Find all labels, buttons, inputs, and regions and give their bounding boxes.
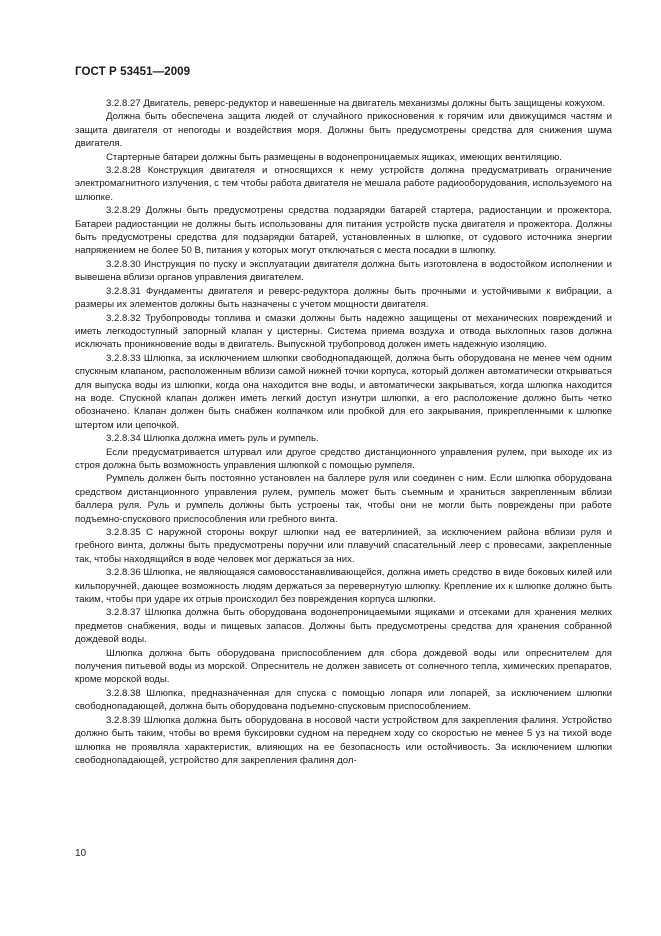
paragraph: 3.2.8.34 Шлюпка должна иметь руль и румпель. — [106, 433, 319, 445]
paragraph: 3.2.8.27 Двигатель, реверс-редуктор и навешенные на двигатель механизмы должны быть защищены кожухом. — [106, 98, 605, 109]
paragraph: 3.2.8.28 Конструкция двигателя и относящихся к нему устройств должна предусматривать ограничение электромагнитного излучения, с тем чтобы работа двигателя не мешала работе радиооборудования, используемого на шлюпке. — [75, 165, 612, 203]
document-header: ГОСТ Р 53451—2009 — [75, 66, 191, 78]
paragraph: 3.2.8.36 Шлюпка, не являющаяся самовосстанавливающейся, должна иметь средство в виде боковых килей или кильпоручней, дающее возможность людям держаться за перевернутую шлюпку. Крепление их к шлюпке должно быть таким, чтобы при ударе их отрыв происходил без повреждения корпуса шлюпки. — [75, 567, 612, 606]
paragraph: 3.2.8.39 Шлюпка должна быть оборудована в носовой части устройством для закрепления фалиня. Устройство должно быть таким, чтобы во время буксировки судном на переднем ходу со скоростью не менее 5 уз на тихой воде шлюпка не проявляла характеристик, влияющих на ее безопасность или остойчивость. За исключением шлюпки свободнопадающей, устройство для закрепления фалиня дол- — [75, 714, 612, 766]
paragraph: 3.2.8.38 Шлюпка, предназначенная для спуска с помощью лопаря или лопарей, за исключением шлюпки свободнопадающей, должна быть оборудована подъемно-спусковым приспособлением. — [75, 687, 612, 713]
paragraph: 3.2.8.30 Инструкция по пуску и эксплуатации двигателя должна быть изготовлена в водостойком исполнении и вывешена вблизи органов управления двигателем. — [75, 258, 612, 284]
paragraph: Румпель должен быть постоянно установлен на баллере руля или соединен с ним. Если шлюпка оборудована средством дистанционного управления рулем, румпель может быть съемным и храниться закрепленным вблизи баллера руля. Руль и румпель должны быть устроены так, чтобы они не могли быть повреждены при работе подъемно-спускового приспособления или гребного винта. — [75, 473, 612, 525]
paragraph: 3.2.8.31 Фундаменты двигателя и реверс-редуктора должны быть прочными и устойчивыми к вибрации, а размеры их элементов должны быть назначены с учетом мощности двигателя. — [75, 285, 612, 311]
paragraph: 3.2.8.37 Шлюпка должна быть оборудована водонепроницаемыми ящиками и отсеками для хранения мелких предметов снабжения, воды и пищевых запасов. Должны быть предусмотрены средства для хранения собранной дождевой воды. — [75, 607, 612, 646]
document-body — [75, 97, 612, 767]
paragraph: 3.2.8.35 С наружной стороны вокруг шлюпки над ее ватерлинией, за исключением района вблизи руля и гребного винта, должны быть предусмотрены поручни или плавучий спасательный леер с провесами, закрепленные так, чтобы находящийся в воде человек мог держаться за них. — [75, 527, 612, 565]
paragraph: Стартерные батареи должны быть размещены в водонепроницаемых ящиках, имеющих вентиляцию. — [106, 151, 562, 163]
paragraph: Шлюпка должна быть оборудована приспособлением для сбора дождевой воды или опреснителем для получения питьевой воды из морской. Опреснитель не должен зависеть от солнечного тепла, химических препаратов, кроме морской воды. — [75, 647, 612, 686]
paragraph: 3.2.8.32 Трубопроводы топлива и смазки должны быть надежно защищены от механических повреждений и иметь легкодоступный запорный клапан у цистерны. Система приема воздуха и отвода выхлопных газов должна исключать проникновение воды в двигатель. Выпускной трубопровод должен иметь надежную изоляцию. — [75, 312, 612, 351]
paragraph: 3.2.8.29 Должны быть предусмотрены средства подзарядки батарей стартера, радиостанции и прожектора. Батареи радиостанции не должны быть использованы для питания устройств пуска двигателя и прожектора. Должны быть предусмотрены средства для подзарядки батарей, установленных в шлюпке, от судового источника энергии напряжением не более 50 В, питания у которых могут отключаться с места посадки в шлюпку. — [75, 205, 612, 257]
paragraph: 3.2.8.33 Шлюпка, за исключением шлюпки свободнопадающей, должна быть оборудована не менее чем одним спускным клапаном, расположенным вблизи самой нижней точки корпуса, который должен автоматически открываться для выпуска воды из шлюпки, когда она находится вне воды, и автоматически закрываться, когда шлюпка находится на воде. Спускной клапан должен иметь легкий доступ изнутри шлюпки, а его расположение должно быть четко обозначено. Клапан должен быть снабжен колпачком или пробкой для его закрывания, прикрепленными к шлюпке штертом или цепочкой. — [75, 352, 612, 431]
paragraph: Должна быть обеспечена защита людей от случайного прикосновения к горячим или движущимся частям и защита двигателя от непогоды и воздействия моря. Должны быть предусмотрены средства для снижения шума двигателя. — [75, 111, 612, 150]
page-number: 10 — [75, 848, 87, 859]
paragraph: Если предусматривается штурвал или другое средство дистанционного управления рулем, при выходе их из строя должна быть возможность управления шлюпкой с помощью румпеля. — [75, 446, 612, 471]
